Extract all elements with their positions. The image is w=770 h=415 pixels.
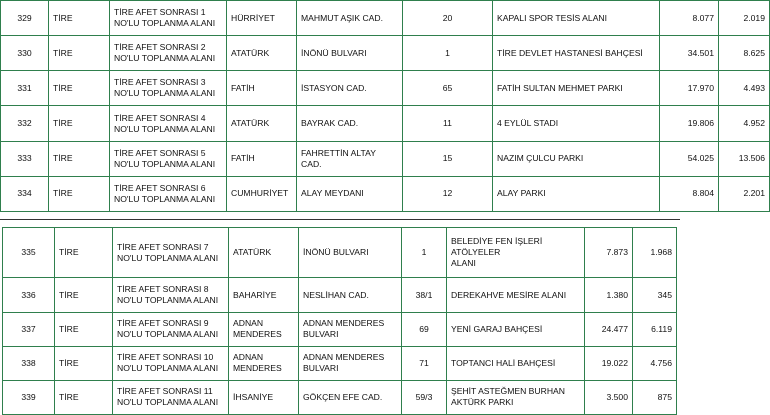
neighborhood-text: HÜRRİYET — [231, 12, 275, 23]
capacity-text: 4.952 — [743, 118, 765, 129]
place-name-text: ŞEHİT ASTEĞMEN BURHAN — [451, 386, 565, 397]
table-row — [1, 36, 770, 71]
area-name-cell — [113, 380, 229, 414]
area-name-text: TİRE AFET SONRASI 10 — [117, 352, 214, 363]
street-text: BAYRAK CAD. — [301, 118, 359, 129]
district-text: TİRE — [53, 12, 73, 23]
street-cell — [297, 176, 403, 211]
place-name-cell — [493, 71, 660, 106]
neighborhood-cell — [227, 106, 297, 141]
place-name-cell — [493, 141, 660, 176]
neighborhood-cell — [229, 278, 299, 312]
area-name-text: NO'LU TOPLANMA ALANI — [114, 193, 216, 204]
capacity-text: 4.493 — [743, 82, 765, 93]
district-cell — [49, 106, 110, 141]
neighborhood-cell — [227, 1, 297, 36]
table-row — [1, 141, 770, 176]
area-m2-text: 54.025 — [687, 153, 714, 164]
district-cell — [49, 1, 110, 36]
row-number-cell — [3, 312, 55, 346]
capacity-cell — [633, 228, 677, 278]
capacity-text: 8.625 — [743, 47, 765, 58]
row-number-text: 333 — [17, 153, 32, 164]
area-name-cell — [113, 346, 229, 380]
row-number-cell — [1, 36, 49, 71]
area-name-text: NO'LU TOPLANMA ALANI — [117, 329, 219, 340]
area-name-text: TİRE AFET SONRASI 2 — [114, 42, 206, 53]
street-cell — [299, 278, 402, 312]
row-number-text: 335 — [21, 247, 36, 258]
area-m2-text: 3.500 — [606, 391, 628, 402]
door-number-text: 69 — [419, 323, 429, 334]
street-text: ADNAN MENDERES — [303, 352, 385, 363]
door-number-text: 59/3 — [415, 391, 433, 402]
row-number-cell — [3, 228, 55, 278]
row-number-text: 331 — [17, 82, 32, 93]
neighborhood-cell — [227, 36, 297, 71]
capacity-text: 875 — [657, 391, 672, 402]
place-name-text: 4 EYLÜL STADI — [497, 118, 559, 129]
place-name-text: AKTÜRK PARKI — [451, 397, 514, 408]
area-name-text: NO'LU TOPLANMA ALANI — [117, 295, 219, 306]
district-text: TİRE — [59, 391, 79, 402]
table-row — [1, 106, 770, 141]
row-number-cell — [1, 71, 49, 106]
district-cell — [49, 141, 110, 176]
neighborhood-text: ATATÜRK — [231, 47, 270, 58]
area-m2-text: 34.501 — [687, 47, 714, 58]
door-number-text: 1 — [445, 47, 450, 58]
street-text: İNÖNÜ BULVARI — [303, 247, 369, 258]
area-name-cell — [110, 36, 227, 71]
place-name-text: YENİ GARAJ BAHÇESİ — [451, 323, 543, 334]
row-number-text: 330 — [17, 47, 32, 58]
door-number-cell — [403, 176, 493, 211]
place-name-text: TİRE DEVLET HASTANESİ BAHÇESİ — [497, 47, 643, 58]
place-name-cell — [447, 312, 585, 346]
door-number-text: 1 — [421, 247, 427, 258]
neighborhood-cell — [227, 141, 297, 176]
capacity-cell — [719, 141, 770, 176]
area-m2-cell — [585, 346, 633, 380]
place-name-text: NAZIM ÇULCU PARKI — [497, 153, 584, 164]
district-text: TİRE — [53, 118, 73, 129]
district-cell — [55, 380, 113, 414]
place-name-cell — [447, 278, 585, 312]
place-name-cell — [493, 36, 660, 71]
door-number-text: 11 — [443, 118, 452, 129]
row-number-text: 338 — [21, 357, 36, 368]
area-name-cell — [110, 176, 227, 211]
place-name-text: KAPALI SPOR TESİS ALANI — [497, 12, 608, 23]
table-row — [3, 346, 677, 380]
table-body — [1, 1, 770, 212]
district-text: TİRE — [53, 188, 73, 199]
street-cell — [299, 312, 402, 346]
area-m2-text: 1.380 — [606, 289, 628, 300]
neighborhood-text: ATATÜRK — [233, 247, 272, 258]
door-number-cell — [402, 228, 447, 278]
place-name-cell — [447, 380, 585, 414]
street-cell — [299, 380, 402, 414]
place-name-text: ALAY PARKI — [497, 188, 546, 199]
row-number-text: 337 — [21, 323, 36, 334]
area-m2-text: 8.804 — [692, 188, 714, 199]
area-name-text: TİRE AFET SONRASI 6 — [114, 182, 206, 193]
door-number-text: 65 — [442, 82, 453, 93]
street-cell — [299, 228, 402, 278]
capacity-cell — [719, 106, 770, 141]
district-text: TİRE — [59, 247, 79, 258]
street-text: BULVARI — [303, 363, 339, 374]
row-number-text: 332 — [17, 118, 32, 129]
table-body — [3, 228, 677, 415]
neighborhood-cell — [229, 380, 299, 414]
district-text: TİRE — [53, 82, 73, 93]
area-name-text: TİRE AFET SONRASI 3 — [114, 77, 206, 88]
district-text: TİRE — [53, 153, 73, 164]
row-number-cell — [1, 1, 49, 36]
district-text: TİRE — [59, 323, 79, 334]
street-cell — [297, 1, 403, 36]
place-name-cell — [493, 1, 660, 36]
street-text: ALAY MEYDANI — [301, 188, 364, 199]
area-name-text: TİRE AFET SONRASI 7 — [117, 241, 209, 252]
capacity-text: 2.019 — [743, 12, 765, 23]
capacity-cell — [633, 346, 677, 380]
door-number-cell — [403, 106, 493, 141]
area-m2-text: 19.022 — [601, 357, 628, 368]
area-m2-cell — [660, 71, 719, 106]
neighborhood-text: ADNAN MENDERES — [233, 318, 282, 340]
place-name-cell — [447, 228, 585, 278]
door-number-cell — [403, 1, 493, 36]
capacity-cell — [633, 278, 677, 312]
door-number-text: 20 — [442, 12, 453, 23]
area-m2-cell — [585, 278, 633, 312]
table-row — [3, 380, 677, 414]
area-m2-text: 17.970 — [687, 82, 714, 93]
row-number-cell — [3, 278, 55, 312]
area-name-cell — [113, 312, 229, 346]
area-name-text: NO'LU TOPLANMA ALANI — [114, 123, 216, 134]
street-cell — [297, 106, 403, 141]
neighborhood-text: İHSANİYE — [233, 391, 274, 402]
area-name-text: NO'LU TOPLANMA ALANI — [114, 53, 216, 64]
street-text: FAHRETTİN ALTAY — [301, 147, 376, 158]
neighborhood-text: ADNAN MENDERES — [233, 352, 282, 374]
area-m2-text: 7.873 — [606, 247, 628, 258]
door-number-text: 15 — [442, 153, 453, 164]
assembly-area-table-bottom — [2, 227, 676, 415]
row-number-cell — [3, 346, 55, 380]
door-number-cell — [402, 312, 447, 346]
row-number-text: 334 — [17, 188, 32, 199]
door-number-cell — [403, 36, 493, 71]
row-number-text: 336 — [21, 289, 36, 300]
district-cell — [55, 312, 113, 346]
neighborhood-text: CUMHURİYET — [231, 188, 289, 199]
area-name-cell — [113, 278, 229, 312]
capacity-text: 13.506 — [738, 153, 765, 164]
street-cell — [297, 36, 403, 71]
place-name-cell — [493, 106, 660, 141]
neighborhood-text: ATATÜRK — [231, 118, 270, 129]
area-name-cell — [110, 1, 227, 36]
area-name-text: TİRE AFET SONRASI 11 — [117, 386, 213, 397]
district-text: TİRE — [53, 47, 73, 58]
door-number-text: 12 — [442, 188, 453, 199]
door-number-cell — [402, 346, 447, 380]
table-row — [1, 71, 770, 106]
capacity-text: 1.968 — [650, 247, 672, 258]
area-name-cell — [110, 106, 227, 141]
street-text: BULVARI — [303, 329, 339, 340]
table-row — [1, 1, 770, 36]
street-text: GÖKÇEN EFE CAD. — [303, 391, 383, 402]
area-m2-cell — [660, 141, 719, 176]
capacity-text: 2.201 — [743, 188, 765, 199]
door-number-cell — [402, 278, 447, 312]
district-cell — [49, 71, 110, 106]
district-cell — [55, 346, 113, 380]
table-row — [3, 312, 677, 346]
place-name-cell — [447, 346, 585, 380]
row-number-cell — [3, 380, 55, 414]
area-name-text: NO'LU TOPLANMA ALANI — [114, 18, 216, 29]
street-text: İSTASYON CAD. — [301, 82, 367, 93]
door-number-text: 38/1 — [415, 289, 433, 300]
area-m2-text: 24.477 — [601, 323, 628, 334]
capacity-text: 6.119 — [651, 323, 672, 334]
capacity-cell — [719, 71, 770, 106]
street-text: NESLİHAN CAD. — [303, 289, 369, 300]
neighborhood-cell — [227, 176, 297, 211]
area-m2-text: 8.077 — [692, 12, 714, 23]
area-m2-cell — [585, 228, 633, 278]
area-m2-cell — [660, 1, 719, 36]
capacity-text: 4.756 — [650, 357, 672, 368]
capacity-cell — [719, 36, 770, 71]
area-name-text: NO'LU TOPLANMA ALANI — [114, 158, 216, 169]
district-text: TİRE — [59, 357, 79, 368]
neighborhood-text: FATİH — [231, 153, 255, 164]
door-number-cell — [403, 71, 493, 106]
area-m2-cell — [585, 312, 633, 346]
area-name-cell — [110, 71, 227, 106]
district-cell — [55, 228, 113, 278]
door-number-cell — [403, 141, 493, 176]
capacity-cell — [633, 380, 677, 414]
row-number-text: 329 — [17, 12, 32, 23]
area-m2-cell — [660, 176, 719, 211]
area-m2-cell — [585, 380, 633, 414]
street-text: İNÖNÜ BULVARI — [301, 47, 367, 58]
neighborhood-cell — [229, 346, 299, 380]
street-cell — [297, 141, 403, 176]
district-cell — [49, 176, 110, 211]
table-row — [3, 228, 677, 278]
row-number-cell — [1, 176, 49, 211]
area-name-cell — [110, 141, 227, 176]
capacity-cell — [719, 1, 770, 36]
page-break-divider — [0, 219, 680, 220]
row-number-cell — [1, 106, 49, 141]
place-name-text: ALANI — [451, 258, 476, 269]
capacity-cell — [719, 176, 770, 211]
place-name-cell — [493, 176, 660, 211]
street-text: ADNAN MENDERES — [303, 318, 385, 329]
street-cell — [299, 346, 402, 380]
area-name-text: NO'LU TOPLANMA ALANI — [117, 363, 219, 374]
neighborhood-cell — [227, 71, 297, 106]
area-m2-cell — [660, 36, 719, 71]
neighborhood-text: BAHARİYE — [233, 289, 277, 300]
place-name-text: BELEDİYE FEN İŞLERİ ATÖLYELER — [451, 236, 543, 258]
row-number-text: 339 — [21, 391, 36, 402]
area-name-text: TİRE AFET SONRASI 4 — [114, 112, 206, 123]
capacity-cell — [633, 312, 677, 346]
door-number-cell — [402, 380, 447, 414]
area-name-text: NO'LU TOPLANMA ALANI — [117, 252, 219, 263]
street-text: MAHMUT AŞIK CAD. — [301, 12, 383, 23]
area-name-text: TİRE AFET SONRASI 5 — [114, 147, 206, 158]
street-text: CAD. — [301, 158, 322, 169]
district-cell — [49, 36, 110, 71]
area-name-cell — [113, 228, 229, 278]
neighborhood-cell — [229, 312, 299, 346]
place-name-text: FATİH SULTAN MEHMET PARKI — [497, 82, 623, 93]
district-cell — [55, 278, 113, 312]
area-name-text: TİRE AFET SONRASI 8 — [117, 284, 209, 295]
capacity-text: 345 — [657, 289, 672, 300]
table-row — [1, 176, 770, 211]
neighborhood-text: FATİH — [231, 82, 255, 93]
street-cell — [297, 71, 403, 106]
place-name-text: TOPTANCI HALİ BAHÇESİ — [451, 357, 556, 368]
area-name-text: NO'LU TOPLANMA ALANI — [114, 88, 216, 99]
place-name-text: DEREKAHVE MESİRE ALANI — [451, 289, 567, 300]
district-text: TİRE — [59, 289, 79, 300]
table-row — [3, 278, 677, 312]
area-name-text: TİRE AFET SONRASI 1 — [114, 7, 206, 18]
neighborhood-cell — [229, 228, 299, 278]
door-number-text: 71 — [419, 357, 429, 368]
area-name-text: TİRE AFET SONRASI 9 — [117, 318, 209, 329]
area-m2-cell — [660, 106, 719, 141]
area-m2-text: 19.806 — [687, 118, 714, 129]
row-number-cell — [1, 141, 49, 176]
area-name-text: NO'LU TOPLANMA ALANI — [117, 397, 219, 408]
